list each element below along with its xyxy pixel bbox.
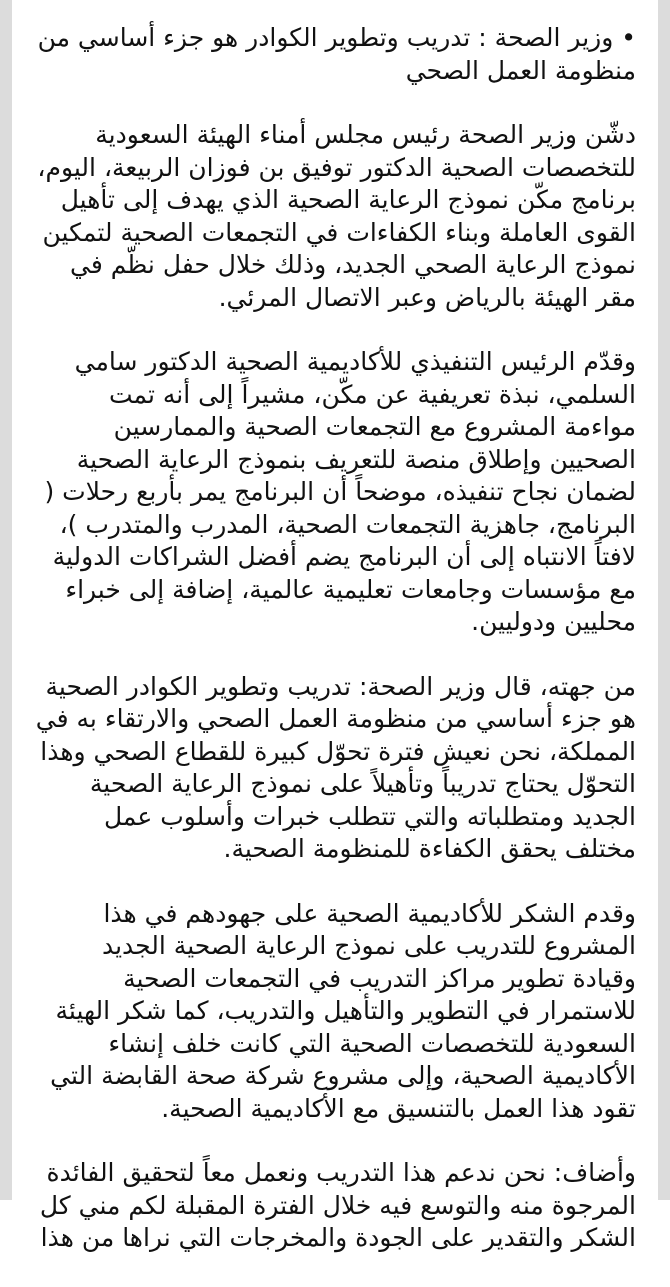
article-headline: • وزير الصحة : تدريب وتطوير الكوادر هو جزء أساسي من منظومة العمل الصحي [37,23,636,85]
paragraph-closing: وأضاف: نحن ندعم هذا التدريب ونعمل معاً لتحقيق الفائدة المرجوة منه والتوسع فيه خلال الفترة المقبلة لكم مني كل الشكر والتقدير على الجودة والمخرجات التي نراها من هذا [39,1158,636,1252]
paragraph-minister-statement: من جهته، قال وزير الصحة: تدريب وتطوير الكوادر الصحية هو جزء أساسي من منظومة العمل الصحي والارتقاء به في المملكة، نحن نعيش فترة تحوّل كبيرة للقطاع الصحي وهذا التحوّل يحتاج تدريباً وتأهيلاً على نموذج الرعاية الصحية الجديد ومتطلباته والتي تتطلب خبرات وأسلوب عمل مختلف يحقق الكفاءة للمنظومة الصحية. [35,671,636,863]
left-edge-shadow [0,0,12,1200]
paragraph-academy-overview: وقدّم الرئيس التنفيذي للأكاديمية الصحية الدكتور سامي السلمي، نبذة تعريفية عن مكّن، مشيراً إلى أنه تمت مواءمة المشروع مع التجمعات الصحية والممارسين الصحيين وإطلاق منصة للتعريف بنموذج الرعاية الصحية لضمان نجاح تنفيذه، موضحاً أن البرنامج يمر بأربع رحلات ( البرنامج، جاهزية التجمعات الصحية، المدرب والمتدرب )، لافتاً الانتباه إلى أن البرنامج يضم أفضل الشراكات الدولية مع مؤسسات وجامعات تعليمية عالمية، إضافة إلى خبراء محليين ودوليين. [44,347,636,636]
paragraph-launch: دشّن وزير الصحة رئيس مجلس أمناء الهيئة السعودية للتخصصات الصحية الدكتور توفيق بن فوزان الربيعة، اليوم، برنامج مكّن نموذج الرعاية الصحية الذي يهدف إلى تأهيل القوى العاملة وبناء الكفاءات في التجمعات الصحية لتمكين نموذج الرعاية الصحي الجديد، وذلك خلال حفل نظّم في مقر الهيئة بالرياض وعبر الاتصال المرئي. [37,120,636,312]
paragraph-thanks: وقدم الشكر للأكاديمية الصحية على جهودهم في هذا المشروع للتدريب على نموذج الرعاية الصحية الجديد وقيادة تطوير مراكز التدريب في التجمعات الصحية للاستمرار في التطوير والتأهيل والتدريب، كما شكر الهيئة السعودية للتخصصات الصحية التي كانت خلف إنشاء الأكاديمية الصحية، وإلى مشروع شركة صحة القابضة التي تقود هذا العمل بالتنسيق مع الأكاديمية الصحية. [50,898,636,1123]
right-edge-shadow [658,0,670,1200]
article-body [34,22,636,1287]
